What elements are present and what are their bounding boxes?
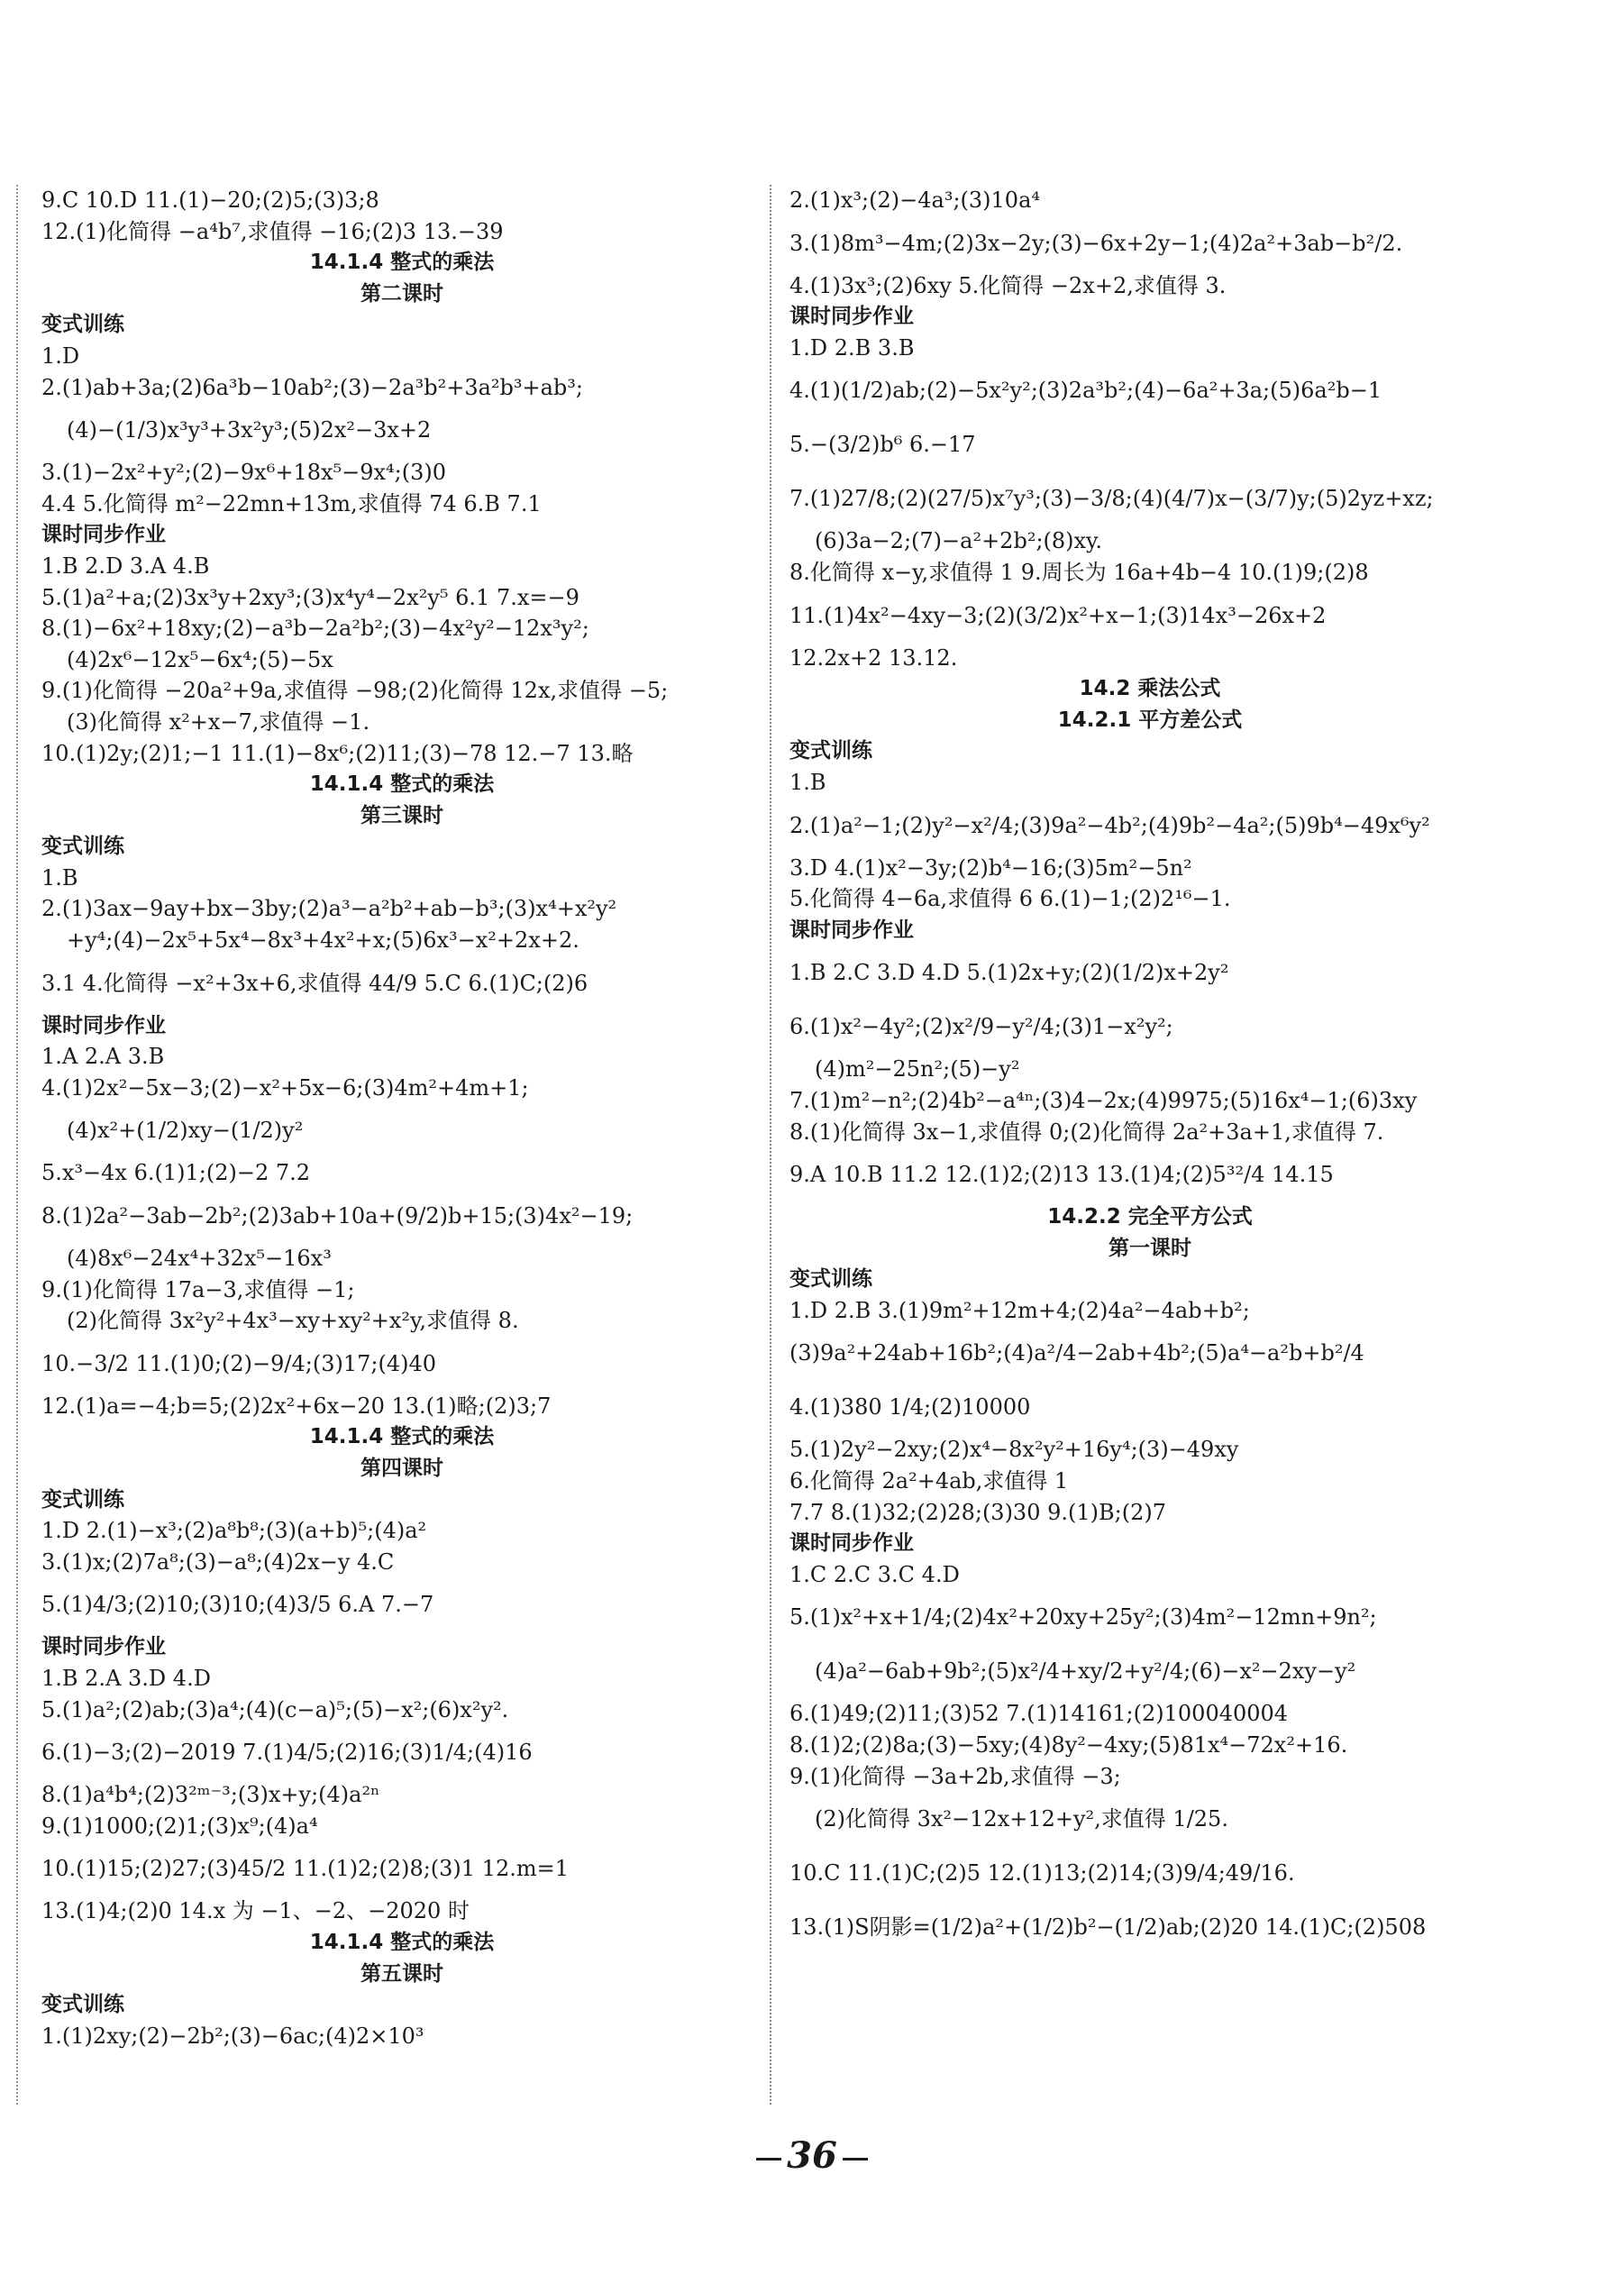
answer-line: 4.(1)380 1/4;(2)10000 <box>789 1394 1031 1421</box>
answer-line: 1.C 2.C 3.C 4.D <box>789 1561 960 1587</box>
answer-line: 2.(1)a²−1;(2)y²−x²/4;(3)9a²−4b²;(4)9b²−4a²;(5)9b⁴−49x⁶y² <box>789 812 1430 838</box>
subsection-label: 变式训练 <box>41 313 124 337</box>
answer-line: 8.(1)化简得 3x−1,求值得 0;(2)化简得 2a²+3a+1,求值得 7. <box>789 1119 1384 1145</box>
answer-line: 2.(1)x³;(2)−4a³;(3)10a⁴ <box>789 187 1040 213</box>
answer-line: (4)a²−6ab+9b²;(5)x²/4+xy/2+y²/4;(6)−x²−2xy−y² <box>815 1658 1356 1685</box>
answer-line: 10.C 11.(1)C;(2)5 12.(1)13;(2)14;(3)9/4;49/16. <box>789 1860 1295 1886</box>
answer-line: 2.(1)ab+3a;(2)6a³b−10ab²;(3)−2a³b²+3a²b³+ab³; <box>41 374 583 400</box>
subsection-label: 课时同步作业 <box>41 523 166 547</box>
answer-line: 3.D 4.(1)x²−3y;(2)b⁴−16;(3)5m²−5n² <box>789 854 1192 881</box>
answer-line: 1.B <box>41 864 78 891</box>
answer-line: 12.2x+2 13.12. <box>789 644 958 671</box>
answer-line: (4)m²−25n²;(5)−y² <box>815 1056 1020 1083</box>
subsection-label: 变式训练 <box>41 1993 124 2017</box>
answer-line: 5.(1)4/3;(2)10;(3)10;(4)3/5 6.A 7.−7 <box>41 1592 434 1618</box>
answer-line: 5.(1)a²+a;(2)3x³y+2xy³;(3)x⁴y⁴−2x²y⁵ 6.1 7.x=−9 <box>41 584 579 610</box>
section-heading: 14.1.4 整式的乘法 <box>309 772 495 797</box>
answer-line: (4)x²+(1/2)xy−(1/2)y² <box>67 1118 304 1144</box>
answer-line: 9.(1)化简得 17a−3,求值得 −1; <box>41 1276 355 1302</box>
answer-line: 7.7 8.(1)32;(2)28;(3)30 9.(1)B;(2)7 <box>789 1499 1166 1525</box>
answer-line: (4)8x⁶−24x⁴+32x⁵−16x³ <box>67 1246 332 1272</box>
answer-line: 5.(1)a²;(2)ab;(3)a⁴;(4)(c−a)⁵;(5)−x²;(6)x²y². <box>41 1696 509 1722</box>
answer-line: 3.1 4.化简得 −x²+3x+6,求值得 44/9 5.C 6.(1)C;(2)6 <box>41 970 588 996</box>
answer-line: 7.(1)27/8;(2)(27/5)x⁷y³;(3)−3/8;(4)(4/7)x−(3/7)y;(5)2yz+xz; <box>789 486 1434 512</box>
answer-line: 1.B 2.A 3.D 4.D <box>41 1665 211 1691</box>
answer-column-left <box>41 185 762 2051</box>
answer-line: 9.(1)1000;(2)1;(3)x⁹;(4)a⁴ <box>41 1813 318 1839</box>
answer-line: 1.(1)2xy;(2)−2b²;(3)−6ac;(4)2×10³ <box>41 2023 424 2049</box>
answer-line: 1.D 2.B 3.(1)9m²+12m+4;(2)4a²−4ab+b²; <box>789 1297 1250 1323</box>
section-heading: 14.1.4 整式的乘法 <box>309 1425 495 1449</box>
subsection-label: 课时同步作业 <box>789 1531 914 1556</box>
answer-line: 6.(1)x²−4y²;(2)x²/9−y²/4;(3)1−x²y²; <box>789 1014 1173 1040</box>
answer-line: 3.(1)x;(2)7a⁸;(3)−a⁸;(4)2x−y 4.C <box>41 1548 395 1575</box>
answer-line: +y⁴;(4)−2x⁵+5x⁴−8x³+4x²+x;(5)6x³−x²+2x+2. <box>67 927 579 954</box>
answer-line: 7.(1)m²−n²;(2)4b²−a⁴ⁿ;(3)4−2x;(4)9975;(5)16x⁴−1;(6)3xy <box>789 1087 1418 1113</box>
answer-line: 5.x³−4x 6.(1)1;(2)−2 7.2 <box>41 1160 311 1186</box>
answer-line: 1.D 2.B 3.B <box>789 334 915 361</box>
subsection-label: 变式训练 <box>41 835 124 859</box>
subsection-label: 课时同步作业 <box>789 305 914 329</box>
section-heading: 14.2.1 平方差公式 <box>1057 708 1243 732</box>
margin-rule <box>16 185 18 2105</box>
subsection-label: 变式训练 <box>41 1487 124 1512</box>
answer-line: 5.化简得 4−6a,求值得 6 6.(1)−1;(2)2¹⁶−1. <box>789 886 1231 912</box>
section-heading: 14.2 乘法公式 <box>1079 677 1221 701</box>
answer-line: 10.−3/2 11.(1)0;(2)−9/4;(3)17;(4)40 <box>41 1350 437 1376</box>
subsection-label: 课时同步作业 <box>41 1013 166 1037</box>
answer-line: 1.B 2.D 3.A 4.B <box>41 553 210 579</box>
answer-line: (4)−(1/3)x³y³+3x²y³;(5)2x²−3x+2 <box>67 417 432 443</box>
answer-line: 2.(1)3ax−9ay+bx−3by;(2)a³−a²b²+ab−b³;(3)x⁴+x²y² <box>41 896 617 922</box>
answer-line: 10.(1)15;(2)27;(3)45/2 11.(1)2;(2)8;(3)1 12.m=1 <box>41 1856 569 1882</box>
subsection-label: 课时同步作业 <box>789 918 914 942</box>
subsection-label: 变式训练 <box>789 739 872 763</box>
answer-line: 4.(1)2x²−5x−3;(2)−x²+5x−6;(3)4m²+4m+1; <box>41 1074 529 1101</box>
answer-line: (3)9a²+24ab+16b²;(4)a²/4−2ab+4b²;(5)a⁴−a²b+b²/4 <box>789 1340 1364 1366</box>
answer-line: 9.(1)化简得 −20a²+9a,求值得 −98;(2)化简得 12x,求值得 −5; <box>41 678 669 704</box>
answer-line: 8.化简得 x−y,求值得 1 9.周长为 16a+4b−4 10.(1)9;(2)8 <box>789 559 1369 585</box>
answer-line: 8.(1)2;(2)8a;(3)−5xy;(4)8y²−4xy;(5)81x⁴−72x²+16. <box>789 1732 1348 1759</box>
section-heading: 14.1.4 整式的乘法 <box>309 1930 495 1954</box>
answer-line: 6.(1)−3;(2)−2019 7.(1)4/5;(2)16;(3)1/4;(4)16 <box>41 1740 533 1766</box>
answer-line: 4.4 5.化简得 m²−22mn+13m,求值得 74 6.B 7.1 <box>41 490 542 516</box>
answer-line: 9.(1)化简得 −3a+2b,求值得 −3; <box>789 1763 1121 1789</box>
page-number: 36 <box>0 2134 1624 2177</box>
answer-line: 13.(1)4;(2)0 14.x 为 −1、−2、−2020 时 <box>41 1898 470 1924</box>
answer-line: 6.化简得 2a²+4ab,求值得 1 <box>789 1468 1069 1494</box>
answer-line: 4.(1)(1/2)ab;(2)−5x²y²;(3)2a³b²;(4)−6a²+3a;(5)6a²b−1 <box>789 378 1382 404</box>
section-heading: 第四课时 <box>360 1457 443 1480</box>
answer-line: 12.(1)化简得 −a⁴b⁷,求值得 −16;(2)3 13.−39 <box>41 218 504 244</box>
column-divider <box>770 185 771 2105</box>
answer-line: (3)化简得 x²+x−7,求值得 −1. <box>67 708 370 735</box>
section-heading: 第五课时 <box>360 1961 443 1986</box>
answer-line: 8.(1)2a²−3ab−2b²;(2)3ab+10a+(9/2)b+15;(3)4x²−19; <box>41 1203 634 1229</box>
answer-line: 10.(1)2y;(2)1;−1 11.(1)−8x⁶;(2)11;(3)−78 12.−7 13.略 <box>41 740 634 766</box>
answer-line: 13.(1)S阴影=(1/2)a²+(1/2)b²−(1/2)ab;(2)20 14.(1)C;(2)508 <box>789 1914 1427 1941</box>
answer-line: 11.(1)4x²−4xy−3;(2)(3/2)x²+x−1;(3)14x³−26x+2 <box>789 602 1327 628</box>
answer-line: 1.D <box>41 343 80 369</box>
answer-line: 8.(1)a⁴b⁴;(2)3²ᵐ⁻³;(3)x+y;(4)a²ⁿ <box>41 1782 380 1808</box>
answer-line: 12.(1)a=−4;b=5;(2)2x²+6x−20 13.(1)略;(2)3;7 <box>41 1393 552 1419</box>
section-heading: 第一课时 <box>1109 1236 1191 1260</box>
answer-line: (4)2x⁶−12x⁵−6x⁴;(5)−5x <box>67 646 333 672</box>
subsection-label: 课时同步作业 <box>41 1635 166 1659</box>
subsection-label: 变式训练 <box>789 1267 872 1292</box>
section-heading: 第三课时 <box>360 803 443 827</box>
answer-line: (6)3a−2;(7)−a²+2b²;(8)xy. <box>815 528 1103 554</box>
answer-line: (2)化简得 3x²−12x+12+y²,求值得 1/25. <box>815 1806 1228 1832</box>
section-heading: 第二课时 <box>360 281 443 306</box>
answer-line: 8.(1)−6x²+18xy;(2)−a³b−2a²b²;(3)−4x²y²−12x³y²; <box>41 616 589 642</box>
answer-line: (2)化简得 3x²y²+4x³−xy+xy²+x²y,求值得 8. <box>67 1308 519 1334</box>
answer-line: 1.A 2.A 3.B <box>41 1044 165 1070</box>
answer-line: 9.C 10.D 11.(1)−20;(2)5;(3)3;8 <box>41 187 379 213</box>
answer-line: 5.(1)x²+x+1/4;(2)4x²+20xy+25y²;(3)4m²−12mn+9n²; <box>789 1604 1377 1631</box>
answer-line: 5.(1)2y²−2xy;(2)x⁴−8x²y²+16y⁴;(3)−49xy <box>789 1437 1239 1463</box>
section-heading: 14.2.2 完全平方公式 <box>1047 1205 1253 1229</box>
answer-line: 1.D 2.(1)−x³;(2)a⁸b⁸;(3)(a+b)⁵;(4)a² <box>41 1518 427 1544</box>
answer-line: 1.B 2.C 3.D 4.D 5.(1)2x+y;(2)(1/2)x+2y² <box>789 960 1229 986</box>
answer-line: 5.−(3/2)b⁶ 6.−17 <box>789 432 976 458</box>
answer-line: 3.(1)−2x²+y²;(2)−9x⁶+18x⁵−9x⁴;(3)0 <box>41 460 447 486</box>
answer-line: 1.B <box>789 769 826 795</box>
answer-line: 6.(1)49;(2)11;(3)52 7.(1)14161;(2)100040004 <box>789 1701 1289 1727</box>
answer-line: 4.(1)3x³;(2)6xy 5.化简得 −2x+2,求值得 3. <box>789 272 1227 298</box>
answer-line: 3.(1)8m³−4m;(2)3x−2y;(3)−6x+2y−1;(4)2a²+3ab−b²/2. <box>789 230 1403 256</box>
answer-line: 9.A 10.B 11.2 12.(1)2;(2)13 13.(1)4;(2)5³²/4 14.15 <box>789 1162 1334 1188</box>
section-heading: 14.1.4 整式的乘法 <box>309 251 495 275</box>
answer-column-right <box>789 185 1510 1954</box>
